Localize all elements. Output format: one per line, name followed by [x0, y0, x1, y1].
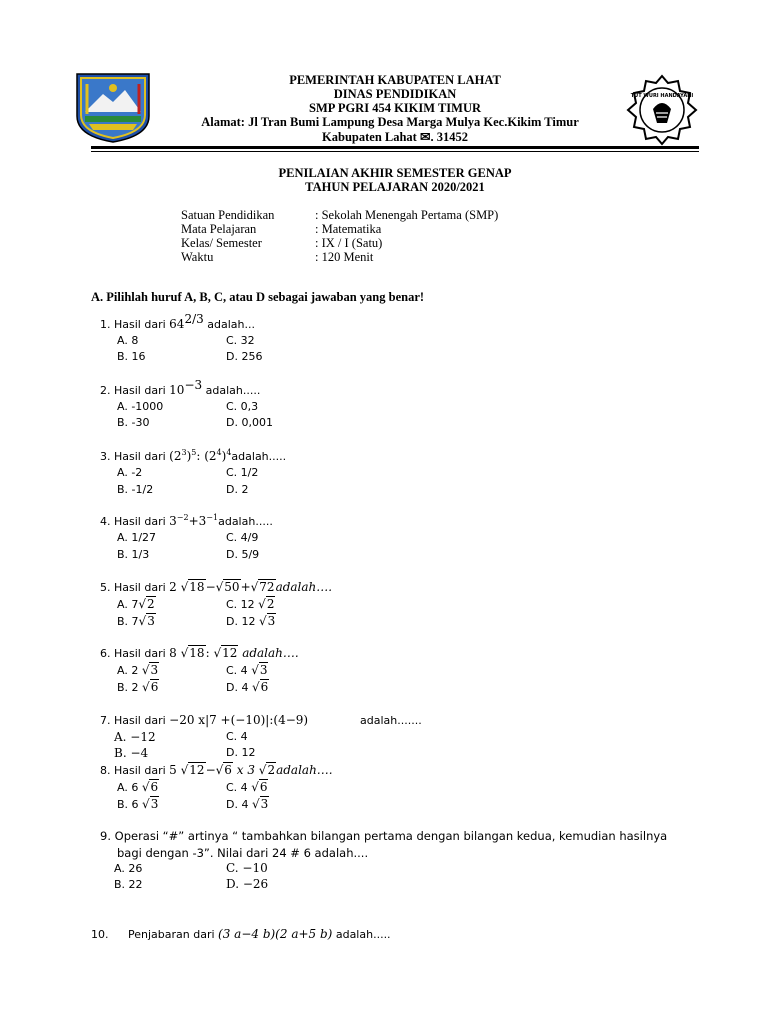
info-label: Kelas/ Semester: [181, 236, 262, 250]
option-c: [226, 663, 268, 677]
header-rule-thick: [91, 146, 699, 149]
question-number: 2.: [100, 384, 111, 397]
sqrt-icon: √2: [138, 597, 155, 611]
question-1: [100, 312, 255, 331]
question-text-end: adalah.......: [360, 714, 422, 727]
question-text: Hasil dari: [114, 384, 170, 397]
option-a: A. 1/27: [117, 531, 157, 544]
option-a: A. -2: [117, 466, 143, 479]
question-text: Hasil dari: [114, 647, 170, 660]
question-text-end: adalah….: [276, 763, 333, 777]
question-number: 6.: [100, 647, 111, 660]
option-label: D. 4: [226, 681, 249, 694]
sqrt-icon: √3: [138, 614, 155, 628]
option-label: D. 4: [226, 798, 249, 811]
option-d: D. 12: [226, 746, 256, 759]
math-base: 3: [169, 514, 177, 528]
option-b: [117, 614, 156, 628]
question-text-line2: bagi dengan -3”. Nilai dari 24 # 6 adalah....: [117, 846, 369, 860]
question-8: [100, 763, 333, 777]
radicand: 3: [150, 797, 159, 811]
question-text: Hasil dari: [114, 450, 170, 463]
radicand: 72: [259, 580, 275, 594]
option-label: D. 12: [226, 615, 256, 628]
option-a: [117, 663, 159, 677]
sqrt-icon: √3: [251, 797, 269, 811]
math-part: ): [186, 449, 192, 463]
option-a: A. -1000: [117, 400, 164, 413]
question-text-end: adalah.....: [218, 515, 273, 528]
question-text-end: adalah.....: [202, 384, 261, 397]
radicand: 6: [224, 763, 232, 777]
question-text: Hasil dari: [114, 764, 170, 777]
question-text-end: adalah….: [275, 580, 333, 594]
question-text-end: adalah.....: [332, 928, 391, 941]
sqrt-icon: √3: [251, 663, 268, 677]
sqrt-icon: √6: [251, 780, 268, 794]
math-exponent: 4: [226, 448, 232, 457]
option-d: D. 5/9: [226, 548, 260, 561]
question-number: 5.: [100, 581, 111, 594]
math-exponent: −2: [176, 513, 189, 522]
radicand: 50: [224, 580, 240, 594]
sqrt-icon: √3: [141, 663, 159, 677]
option-a: A. −12: [114, 730, 156, 744]
radicand: 2: [267, 763, 276, 777]
option-label: A. 7: [117, 598, 139, 611]
radicand: 2: [266, 597, 275, 611]
radicand: 6: [150, 780, 159, 794]
question-text: Operasi “#” artinya “ tambahkan bilangan pertama dengan bilangan kedua, kemudian hasilnya: [114, 829, 668, 843]
sqrt-icon: √6: [141, 780, 159, 794]
option-b: B. 22: [114, 878, 143, 891]
info-label: Satuan Pendidikan: [181, 208, 275, 222]
header-government: PEMERINTAH KABUPATEN LAHAT: [289, 73, 501, 87]
svg-text:TUT WURI HANDAYANI: TUT WURI HANDAYANI: [630, 93, 694, 99]
sqrt-icon: √18: [180, 580, 205, 594]
question-text-end: adalah...: [203, 318, 255, 331]
question-number: 1.: [100, 318, 111, 331]
question-text: Hasil dari: [114, 714, 170, 727]
radicand: 2: [146, 597, 155, 611]
sqrt-icon: √18: [180, 646, 205, 660]
option-d: D. 2: [226, 483, 249, 496]
question-6: [100, 646, 299, 660]
math-exponent: 3: [181, 448, 187, 457]
option-b: [117, 680, 159, 694]
sqrt-icon: √6: [251, 680, 269, 694]
math-operator: −: [205, 580, 216, 594]
option-c: C. 4: [226, 730, 248, 743]
radicand: 6: [260, 680, 269, 694]
math-part: : (2: [196, 449, 217, 463]
sqrt-icon: √3: [258, 614, 276, 628]
radicand: 12: [189, 763, 205, 777]
sqrt-icon: √2: [258, 763, 276, 777]
radicand: 6: [150, 680, 159, 694]
option-label: A. 6: [117, 781, 139, 794]
math-coefficient: 8: [169, 646, 177, 660]
sqrt-icon: √2: [258, 597, 275, 611]
math-operator: +: [240, 580, 251, 594]
option-label: B. 7: [117, 615, 139, 628]
question-4: [100, 514, 273, 528]
tut-wuri-handayani-logo: [623, 73, 701, 147]
lahat-regency-logo: [73, 70, 153, 144]
question-number: 8.: [100, 764, 111, 777]
question-text-end: adalah….: [238, 646, 299, 660]
sqrt-icon: √6: [142, 680, 159, 694]
header-office: DINAS PENDIDIKAN: [333, 87, 457, 101]
question-3: [100, 449, 286, 463]
radicand: 18: [189, 580, 205, 594]
info-value: : Matematika: [315, 222, 382, 236]
sqrt-icon: √3: [142, 797, 159, 811]
question-number: 7.: [100, 714, 111, 727]
option-label: B. 2: [117, 681, 139, 694]
option-b: B. 16: [117, 350, 146, 363]
math-operator: −: [205, 763, 216, 777]
option-a: [117, 780, 159, 794]
question-text: Hasil dari: [114, 318, 170, 331]
option-label: A. 2: [117, 664, 139, 677]
math-exponent: 4: [216, 448, 222, 457]
sqrt-icon: √12: [213, 646, 238, 660]
option-label: C. 4: [226, 781, 248, 794]
info-label: Mata Pelajaran: [181, 222, 257, 236]
math-part: (2: [169, 449, 182, 463]
option-b: B. -1/2: [117, 483, 154, 496]
question-text: Hasil dari: [114, 581, 170, 594]
option-d: [226, 614, 276, 628]
question-2: [100, 378, 261, 397]
sqrt-icon: √72: [250, 580, 275, 594]
option-d: D. −26: [226, 877, 269, 891]
header-address: Alamat: Jl Tran Bumi Lampung Desa Marga Mulya Kec.Kikim Timur: [201, 115, 579, 129]
section-a-instruction: A. Pilihlah huruf A, B, C, atau D sebagai jawaban yang benar!: [91, 290, 425, 304]
math-multiplier: x 3: [236, 763, 255, 777]
option-d: [226, 680, 269, 694]
question-number: 9.: [100, 829, 111, 843]
question-text-end: adalah.....: [231, 450, 287, 463]
math-coefficient: 5: [169, 763, 177, 777]
radicand: 3: [260, 797, 269, 811]
option-b: B. −4: [114, 746, 149, 760]
question-number: 4.: [100, 515, 111, 528]
info-label: Waktu: [181, 250, 214, 264]
radicand: 18: [189, 646, 205, 660]
math-expression: −20 x|7 +(−10)|:(4−9): [169, 713, 309, 727]
option-a: A. 26: [114, 862, 143, 875]
sqrt-icon: √12: [180, 763, 205, 777]
info-value: : Sekolah Menengah Pertama (SMP): [315, 208, 499, 222]
math-expression: (3 a−4 b)(2 a+5 b): [218, 927, 333, 941]
question-number: 10.: [91, 928, 109, 941]
option-c: C. −10: [226, 861, 268, 875]
exam-title: PENILAIAN AKHIR SEMESTER GENAP: [278, 166, 512, 180]
radicand: 3: [147, 614, 155, 628]
sqrt-icon: √6: [215, 763, 232, 777]
option-c: [226, 597, 275, 611]
question-5: [100, 580, 332, 594]
header-school: SMP PGRI 454 KIKIM TIMUR: [309, 101, 481, 115]
academic-year: TAHUN PELAJARAN 2020/2021: [305, 180, 485, 194]
option-c: C. 0,3: [226, 400, 259, 413]
radicand: 3: [267, 614, 276, 628]
header-city: Kabupaten Lahat ✉. 31452: [322, 130, 468, 144]
sqrt-icon: √50: [215, 580, 240, 594]
option-d: D. 256: [226, 350, 263, 363]
math-exponent: 2/3: [184, 312, 204, 326]
math-operator: :: [205, 646, 210, 660]
option-b: B. 1/3: [117, 548, 150, 561]
math-base: 10: [169, 383, 185, 397]
math-base: 64: [169, 317, 185, 331]
math-base: 3: [198, 514, 207, 528]
radicand: 12: [222, 646, 238, 660]
question-text: Hasil dari: [114, 515, 170, 528]
math-part: ): [221, 449, 227, 463]
radicand: 3: [259, 663, 268, 677]
option-c: C. 32: [226, 334, 255, 347]
option-a: A. 8: [117, 334, 139, 347]
question-7: [100, 713, 308, 727]
math-exponent: 5: [191, 448, 197, 457]
math-coefficient: 2: [169, 580, 177, 594]
option-b: [117, 797, 159, 811]
info-value: : 120 Menit: [315, 250, 374, 264]
option-label: C. 4: [226, 664, 248, 677]
option-c: C. 1/2: [226, 466, 259, 479]
question-9: [100, 829, 667, 843]
option-d: [226, 797, 269, 811]
radicand: 6: [259, 780, 268, 794]
header-rule-thin: [91, 151, 699, 152]
math-exponent: −1: [206, 513, 219, 522]
info-value: : IX / I (Satu): [315, 236, 383, 250]
option-c: C. 4/9: [226, 531, 259, 544]
option-b: B. -30: [117, 416, 150, 429]
option-c: [226, 780, 268, 794]
option-d: D. 0,001: [226, 416, 273, 429]
question-text: Penjabaran dari: [128, 928, 219, 941]
question-10: [91, 927, 391, 941]
radicand: 3: [150, 663, 159, 677]
math-operator: +: [188, 514, 199, 528]
option-label: B. 6: [117, 798, 139, 811]
option-a: [117, 597, 156, 611]
math-exponent: −3: [184, 378, 203, 392]
question-number: 3.: [100, 450, 111, 463]
option-label: C. 12: [226, 598, 255, 611]
